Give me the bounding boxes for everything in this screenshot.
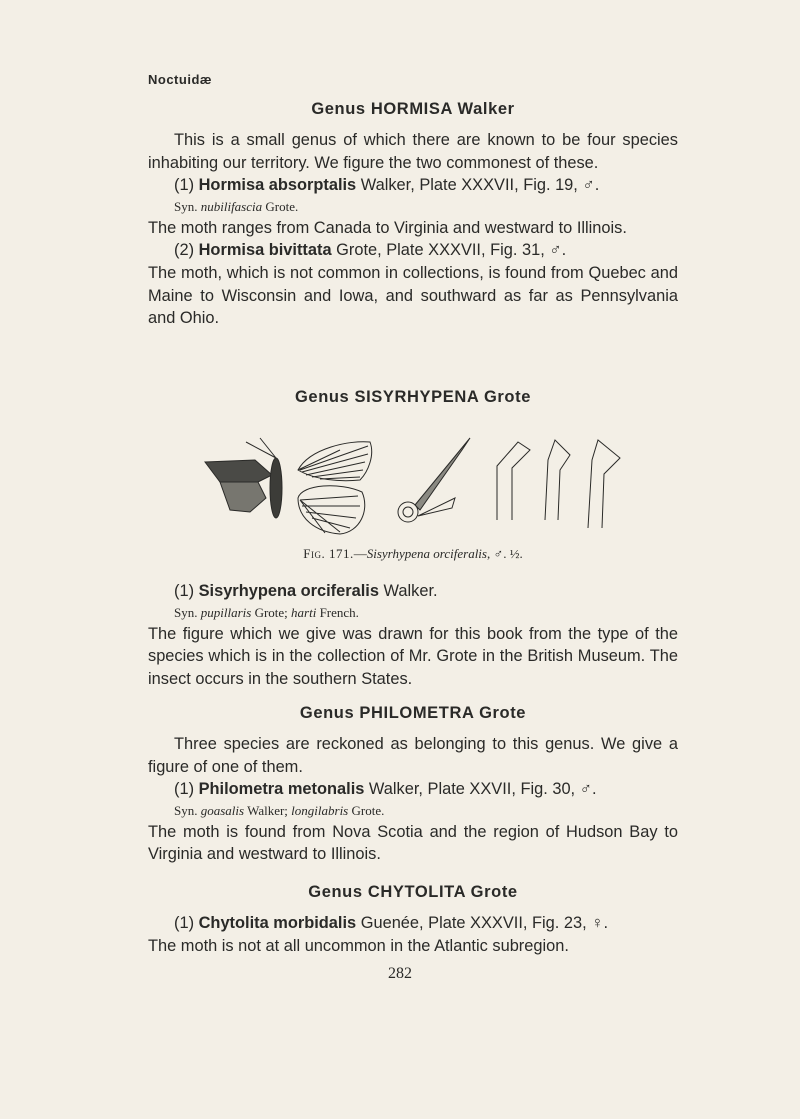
species-name: Hormisa bivittata <box>198 241 332 260</box>
genus-name: SISYRHYPENA <box>354 388 479 406</box>
species-number: (2) <box>174 241 199 260</box>
syn-label: Syn. <box>174 604 201 620</box>
figure-number: Fig. 171. <box>303 546 354 561</box>
genus-name: PHILOMETRA <box>359 704 474 722</box>
heading-prefix: Genus <box>299 704 360 722</box>
heading-prefix: Genus <box>308 883 368 901</box>
species-description: The figure which we give was drawn for this book from the type of the species which is in the collection of Mr. Grote in the British Museum. The insect occurs in the southern States. <box>148 624 678 688</box>
moth-drawing <box>205 438 282 518</box>
head-palpus-drawing <box>398 438 470 522</box>
page-number: 282 <box>388 965 412 982</box>
species-reference: Guenée, Plate XXXVII, Fig. 23, ♀. <box>356 914 609 932</box>
leg-drawings <box>497 440 620 528</box>
forewing-venation <box>298 442 372 481</box>
syn-name: pupillaris <box>200 604 252 620</box>
genus-author: Grote <box>478 388 531 406</box>
genus-heading-hormisa <box>148 100 678 119</box>
syn-label: Syn. <box>174 802 201 818</box>
syn-author: Grote; <box>251 604 292 620</box>
section-philometra <box>148 704 678 723</box>
species-entry <box>148 174 678 197</box>
species-entry <box>148 778 678 801</box>
hindwing-venation <box>298 486 365 534</box>
caption-dash: — <box>353 546 367 561</box>
syn-label: Syn. <box>174 198 201 214</box>
hormisa-body <box>148 129 678 330</box>
species-entry <box>148 239 678 262</box>
figure-caption <box>148 546 678 562</box>
genus-author: Grote <box>465 883 518 901</box>
running-head: Noctuidæ <box>148 72 212 87</box>
species-reference: Grote, Plate XXXVII, Fig. 31, ♂. <box>331 241 567 260</box>
species-name: Philometra metonalis <box>198 780 365 799</box>
species-name: Hormisa absorptalis <box>198 176 357 195</box>
synonym-line <box>148 197 678 217</box>
section-sisyrhypena <box>148 388 678 407</box>
species-number: (1) <box>174 582 199 600</box>
philometra-body <box>148 733 678 866</box>
species-number: (1) <box>174 914 199 932</box>
species-description: The moth is found from Nova Scotia and the region of Hudson Bay to Virginia and westward to Illinois. <box>148 822 678 864</box>
heading-prefix: Genus <box>311 100 371 118</box>
species-entry <box>148 580 678 603</box>
sisyrhypena-body <box>148 580 678 690</box>
species-name: Chytolita morbidalis <box>198 914 357 932</box>
syn-name: longilabris <box>291 802 349 818</box>
genus-heading-philometra <box>148 704 678 723</box>
genus-heading-sisyrhypena <box>148 388 678 407</box>
species-reference: Walker. <box>378 582 438 600</box>
syn-author: Walker; <box>244 802 292 818</box>
species-reference: Walker, Plate XXVII, Fig. 30, ♂. <box>364 780 597 799</box>
species-reference: Walker, Plate XXXVII, Fig. 19, ♂. <box>356 176 600 195</box>
genus-author: Walker <box>452 100 515 118</box>
synonym-line <box>148 603 678 623</box>
syn-author: Grote. <box>348 802 385 818</box>
moth-wing-venation-illustration <box>200 420 640 540</box>
genus-name: HORMISA <box>370 100 453 118</box>
genus-author: Grote <box>473 704 527 722</box>
species-description: The moth, which is not common in collections, is found from Quebec and Maine to Wisconsin and Iowa, and southward as far as Pennsylvania and Ohio. <box>148 263 678 328</box>
genus-intro-paragraph: This is a small genus of which there are known to be four species inhabiting our territory. We figure the two commonest of these. <box>148 131 678 172</box>
syn-name: harti <box>291 604 317 620</box>
species-number: (1) <box>174 176 199 195</box>
chytolita-body <box>148 912 678 957</box>
genus-heading-chytolita <box>148 883 678 902</box>
species-number: (1) <box>174 780 199 799</box>
caption-scale: , ♂. ½. <box>486 546 523 561</box>
syn-author: Grote. <box>262 198 299 214</box>
species-entry <box>148 912 678 935</box>
genus-name: CHYTOLITA <box>367 883 466 901</box>
species-description: The moth ranges from Canada to Virginia and westward to Illinois. <box>148 218 627 237</box>
species-name: Sisyrhypena orciferalis <box>198 582 379 600</box>
syn-name: nubilifascia <box>200 198 263 214</box>
syn-author: French. <box>316 604 359 620</box>
genus-intro-paragraph: Three species are reckoned as belonging to this genus. We give a figure of one of them. <box>148 735 678 776</box>
heading-prefix: Genus <box>294 388 355 406</box>
caption-species: Sisyrhypena orciferalis <box>366 546 487 561</box>
section-hormisa <box>148 100 678 119</box>
species-description: The moth is not at all uncommon in the Atlantic subregion. <box>148 936 569 955</box>
synonym-line <box>148 801 678 821</box>
section-chytolita <box>148 883 678 902</box>
syn-name: goasalis <box>200 802 245 818</box>
